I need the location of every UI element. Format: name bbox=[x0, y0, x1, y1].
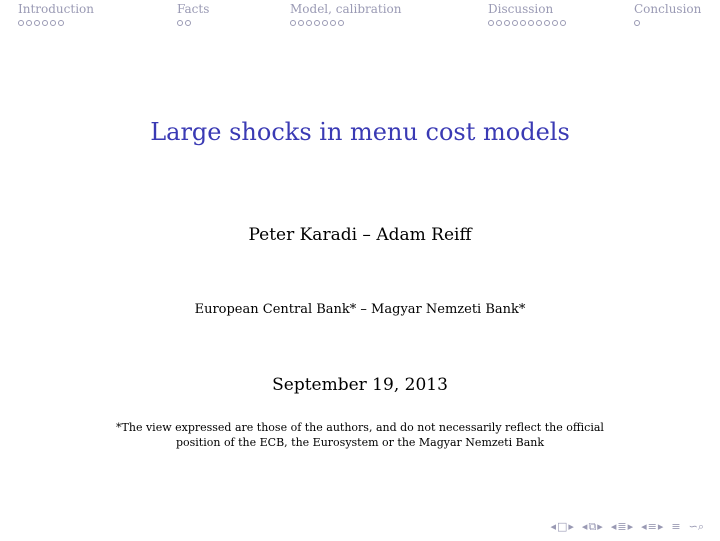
nav-frame-dots bbox=[290, 20, 402, 26]
nav-frame-dots bbox=[18, 20, 94, 26]
frame-dot[interactable] bbox=[496, 20, 502, 26]
footnote-line: *The view expressed are those of the authors, and do not necessarily reflect the official bbox=[116, 421, 604, 434]
slide-institute: European Central Bank* – Magyar Nemzeti Bank* bbox=[194, 302, 526, 317]
frame-dot[interactable] bbox=[338, 20, 344, 26]
beamer-navigation-controls bbox=[550, 521, 710, 533]
slide-title: Large shocks in menu cost models bbox=[150, 118, 570, 146]
frame-dot[interactable] bbox=[42, 20, 48, 26]
nav-section-discussion[interactable] bbox=[488, 2, 566, 26]
section-navigation bbox=[0, 0, 720, 34]
frame-dot[interactable] bbox=[544, 20, 550, 26]
slide-footnote bbox=[60, 420, 660, 450]
search-icon[interactable]: ∽⌕ bbox=[688, 520, 704, 533]
frame-dot[interactable] bbox=[290, 20, 296, 26]
nav-section-label: Conclusion bbox=[634, 2, 702, 16]
slide-authors: Peter Karadi – Adam Reiff bbox=[248, 225, 472, 245]
nav-section-label: Introduction bbox=[18, 2, 94, 16]
frame-dot[interactable] bbox=[298, 20, 304, 26]
document-forward-icon[interactable]: ▸ bbox=[657, 520, 664, 533]
frame-dot[interactable] bbox=[528, 20, 534, 26]
nav-frame-dots bbox=[177, 20, 209, 26]
frame-dot[interactable] bbox=[34, 20, 40, 26]
frame-dot[interactable] bbox=[306, 20, 312, 26]
align-icon[interactable]: ≡ bbox=[671, 520, 681, 533]
frame-dot[interactable] bbox=[552, 20, 558, 26]
subsection-back-icon[interactable]: ◂ bbox=[581, 520, 588, 533]
frame-dot[interactable] bbox=[18, 20, 24, 26]
frame-forward-icon[interactable]: ▸ bbox=[568, 520, 574, 533]
nav-frame-dots bbox=[634, 20, 701, 26]
slide-date: September 19, 2013 bbox=[272, 375, 448, 395]
section-back-icon[interactable]: ◂ bbox=[610, 520, 617, 533]
nav-section-label: Model, calibration bbox=[290, 2, 402, 16]
nav-section-label: Discussion bbox=[488, 2, 554, 16]
subsection-icon[interactable]: ⧉ bbox=[588, 520, 597, 533]
frame-dot[interactable] bbox=[520, 20, 526, 26]
frame-dot[interactable] bbox=[512, 20, 518, 26]
nav-section-label: Facts bbox=[177, 2, 210, 16]
frame-dot[interactable] bbox=[50, 20, 56, 26]
frame-dot[interactable] bbox=[177, 20, 183, 26]
nav-section-introduction[interactable] bbox=[18, 2, 94, 26]
frame-dot[interactable] bbox=[488, 20, 494, 26]
nav-section-conclusion[interactable] bbox=[634, 2, 701, 26]
frame-dot[interactable] bbox=[314, 20, 320, 26]
section-nav-group bbox=[611, 521, 633, 533]
subsection-nav-group bbox=[582, 521, 603, 533]
document-icon[interactable]: ≡ bbox=[647, 520, 657, 533]
frame-dot[interactable] bbox=[185, 20, 191, 26]
align-group bbox=[671, 521, 680, 533]
frame-back-icon[interactable]: ◂ bbox=[550, 520, 556, 533]
footnote-line: position of the ECB, the Eurosystem or the Magyar Nemzeti Bank bbox=[175, 436, 545, 449]
frame-dot[interactable] bbox=[58, 20, 64, 26]
nav-frame-dots bbox=[488, 20, 566, 26]
frame-dot[interactable] bbox=[322, 20, 328, 26]
frame-dot[interactable] bbox=[536, 20, 542, 26]
section-forward-icon[interactable]: ▸ bbox=[627, 520, 634, 533]
nav-section-facts[interactable] bbox=[177, 2, 209, 26]
frame-icon[interactable]: □ bbox=[556, 520, 568, 533]
subsection-forward-icon[interactable]: ▸ bbox=[597, 520, 603, 533]
section-icon[interactable]: ≣ bbox=[617, 520, 627, 533]
frame-dot[interactable] bbox=[504, 20, 510, 26]
frame-dot[interactable] bbox=[560, 20, 566, 26]
frame-dot[interactable] bbox=[634, 20, 640, 26]
document-nav-group bbox=[641, 521, 663, 533]
search-group bbox=[689, 521, 704, 533]
document-back-icon[interactable]: ◂ bbox=[641, 520, 647, 533]
frame-dot[interactable] bbox=[26, 20, 32, 26]
frame-nav-group bbox=[550, 521, 573, 533]
nav-section-model-calibration[interactable] bbox=[290, 2, 402, 26]
frame-dot[interactable] bbox=[330, 20, 336, 26]
